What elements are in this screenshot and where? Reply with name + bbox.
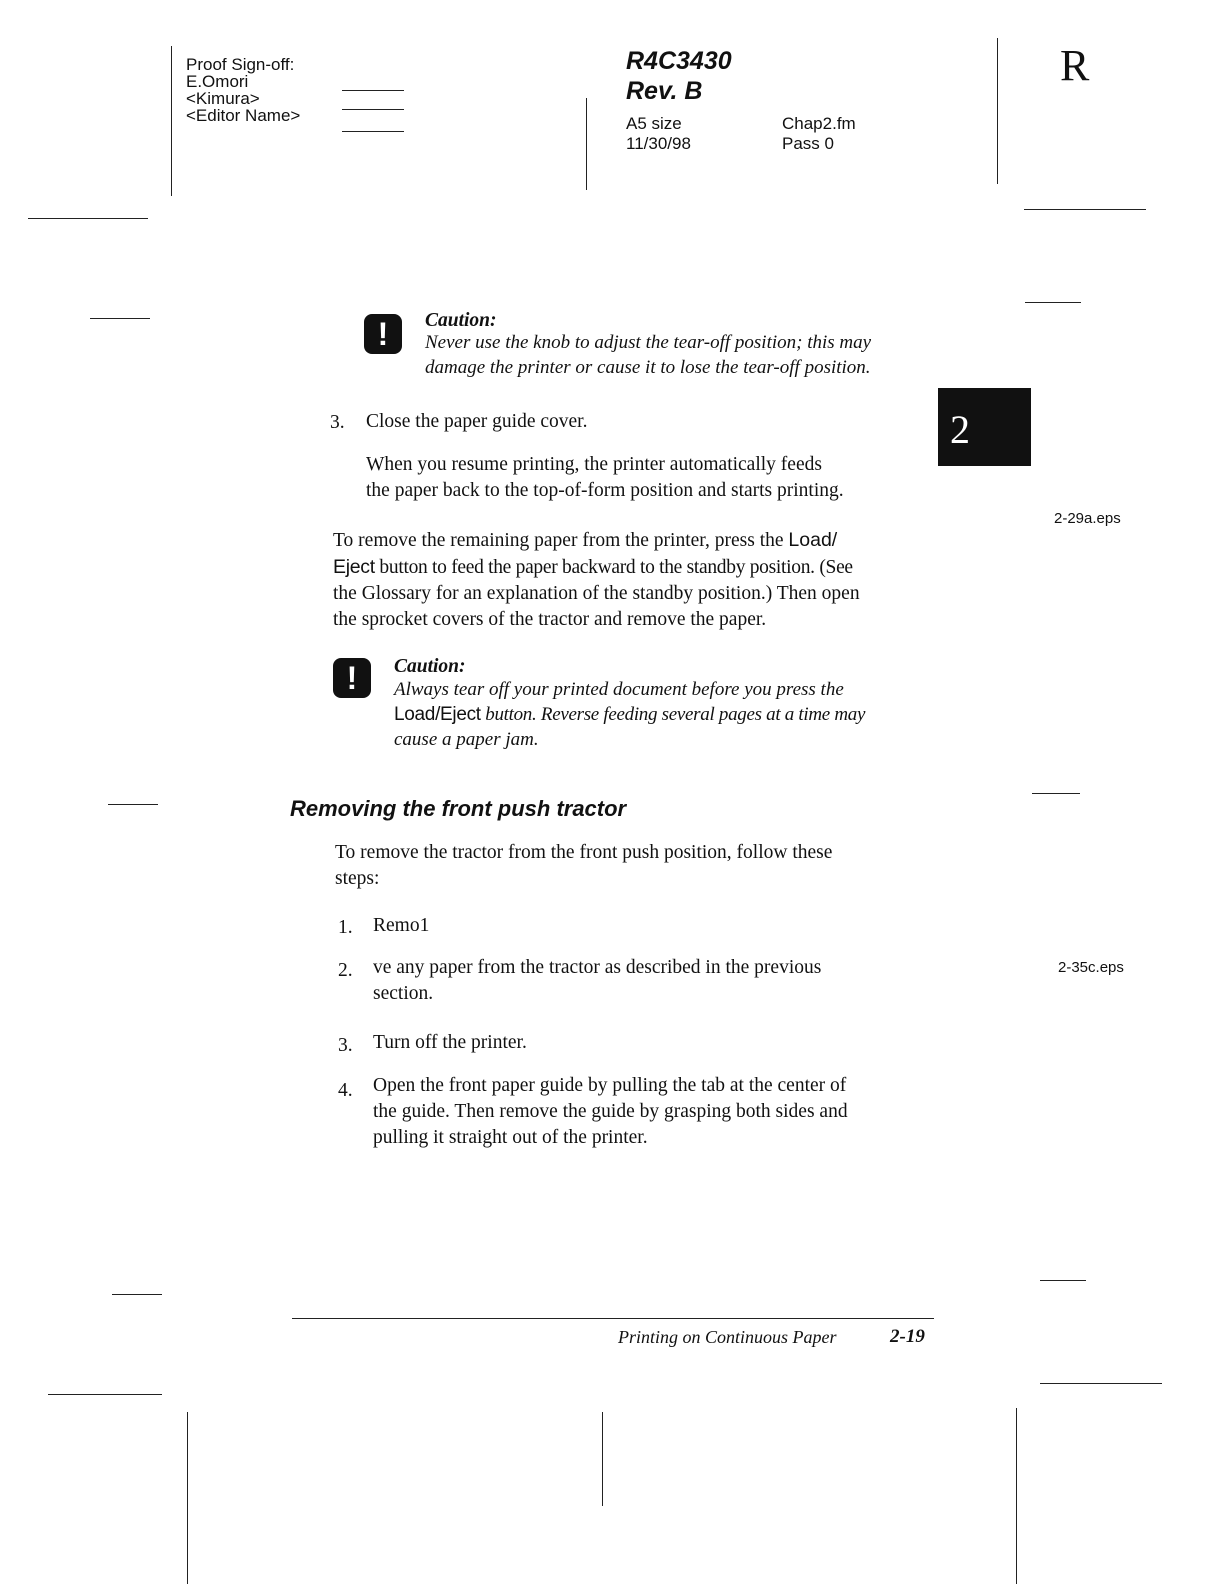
crop-mark [1024, 209, 1146, 210]
caution-title: Caution: [394, 656, 466, 677]
caution-title: Caution: [425, 310, 497, 331]
crop-mark [1040, 1280, 1086, 1281]
proof-label: Proof Sign-off: [186, 55, 295, 74]
paragraph-line: steps: [335, 868, 380, 889]
signature-line [342, 131, 404, 132]
crop-mark [112, 1294, 162, 1295]
caution-text [425, 330, 871, 380]
step-text [373, 1073, 848, 1151]
file-name: Chap2.fm [782, 114, 856, 133]
file-pass-block [782, 114, 856, 154]
crop-mark [90, 318, 150, 319]
section-heading: Removing the front push tractor [290, 796, 627, 821]
doc-id-block [626, 46, 732, 106]
figure-ref: 2-29a.eps [1054, 510, 1121, 527]
step-line: section. [373, 983, 434, 1004]
crop-mark [586, 98, 587, 190]
signer-name: E.Omori [186, 72, 249, 91]
step-text: Turn off the printer. [373, 1032, 527, 1053]
crop-mark [171, 46, 172, 196]
caution-icon: ! [333, 658, 371, 698]
crop-mark [602, 1412, 603, 1506]
crop-mark [1032, 793, 1080, 794]
step-number: 1. [338, 917, 353, 938]
step-number: 3. [338, 1035, 353, 1056]
step-text [373, 955, 821, 1007]
remove-paper-paragraph [333, 527, 933, 633]
caution-text [394, 677, 934, 752]
caution-icon: ! [364, 314, 402, 354]
proof-signoff-block [186, 56, 300, 124]
signature-line [342, 109, 404, 110]
eject-button-name: Eject [333, 556, 375, 578]
page-size: A5 size [626, 114, 682, 133]
side-mark: R [1060, 41, 1090, 90]
chapter-number: 2 [950, 407, 970, 452]
caution-line: Always tear off your printed document before you press the [394, 679, 844, 700]
crop-mark [1040, 1383, 1162, 1384]
paragraph-text: button to feed the paper backward to the standby position. (See [374, 557, 853, 578]
step-text: Remo1 [373, 915, 430, 936]
paragraph-line: the Glossary for an explanation of the standby position.) Then open [333, 583, 860, 604]
caution-line: damage the printer or cause it to lose the tear-off position. [425, 357, 871, 378]
signer-name: <Kimura> [186, 89, 260, 108]
crop-mark [187, 1412, 188, 1584]
signature-line [342, 90, 404, 91]
paragraph-line: When you resume printing, the printer automatically feeds [366, 454, 822, 475]
step-line: pulling it straight out of the printer. [373, 1127, 648, 1148]
step-line: the guide. Then remove the guide by grasping both sides and [373, 1101, 848, 1122]
revision: Rev. B [626, 77, 703, 105]
step-number: 4. [338, 1080, 353, 1101]
intro-paragraph [335, 840, 832, 892]
caution-line: Never use the knob to adjust the tear-off position; this may [425, 332, 872, 353]
size-date-block [626, 114, 691, 154]
figure-ref: 2-35c.eps [1058, 959, 1124, 976]
crop-mark [997, 38, 998, 184]
paragraph-line: To remove the tractor from the front push position, follow these [335, 842, 833, 863]
proof-date: 11/30/98 [626, 134, 691, 153]
caution-text-part: button. Reverse feeding several pages at a time may [480, 704, 866, 725]
paragraph-line: the sprocket covers of the tractor and remove the paper. [333, 609, 767, 630]
page-number: 2-19 [890, 1326, 925, 1347]
step-line: ve any paper from the tractor as described in the previous [373, 957, 822, 978]
doc-code: R4C3430 [626, 47, 732, 75]
load-eject-button-name: Load/Eject [394, 704, 481, 725]
pass-number: Pass 0 [782, 134, 834, 153]
step-line: Open the front paper guide by pulling the tab at the center of [373, 1075, 847, 1096]
crop-mark [1025, 302, 1081, 303]
crop-mark [108, 804, 158, 805]
crop-mark [1016, 1408, 1017, 1584]
paragraph-line: the paper back to the top-of-form position and starts printing. [366, 480, 844, 501]
crop-mark [28, 218, 148, 219]
chapter-tab [938, 388, 1031, 466]
crop-mark [48, 1394, 162, 1395]
footer-title: Printing on Continuous Paper [618, 1327, 837, 1347]
load-button-name: Load/ [788, 529, 838, 551]
step-paragraph [366, 452, 844, 504]
step-number: 2. [338, 960, 353, 981]
paragraph-text: To remove the remaining paper from the printer, press the [333, 530, 789, 551]
footer-rule [292, 1318, 934, 1319]
step-number: 3. [330, 412, 345, 433]
caution-line: cause a paper jam. [394, 729, 539, 750]
step-text: Close the paper guide cover. [366, 411, 588, 432]
signer-name: <Editor Name> [186, 106, 301, 125]
